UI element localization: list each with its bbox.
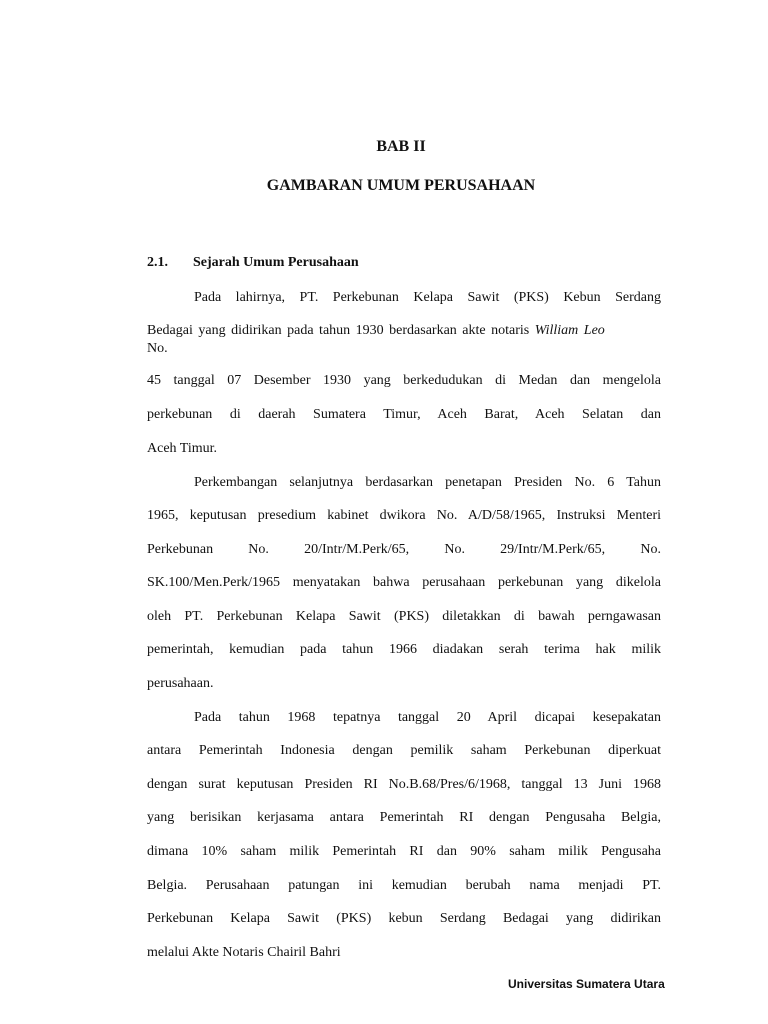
section-number: 2.1. xyxy=(147,255,168,270)
paragraph-line: Belgia. Perusahaan patungan ini kemudian berubah nama menjadi PT. xyxy=(147,878,661,893)
paragraph-line: perkebunan di daerah Sumatera Timur, Aceh Barat, Aceh Selatan dan xyxy=(147,407,661,422)
line-text: Bedagai yang didirikan pada tahun 1930 berdasarkan akte notaris xyxy=(147,323,535,338)
paragraph-line: 45 tanggal 07 Desember 1930 yang berkedudukan di Medan dan mengelola xyxy=(147,373,661,388)
paragraph-line: oleh PT. Perkebunan Kelapa Sawit (PKS) diletakkan di bawah perngawasan xyxy=(147,609,661,624)
italic-name: William Leo xyxy=(534,323,605,338)
paragraph-line: dengan surat keputusan Presiden RI No.B.68/Pres/6/1968, tanggal 13 Juni 1968 xyxy=(147,777,661,792)
paragraph-line: antara Pemerintah Indonesia dengan pemilik saham Perkebunan diperkuat xyxy=(147,743,661,758)
paragraph-line: Pada tahun 1968 tepatnya tanggal 20 April dicapai kesepakatan xyxy=(194,710,661,725)
paragraph-line: 1965, keputusan presedium kabinet dwikora No. A/D/58/1965, Instruksi Menteri xyxy=(147,508,661,523)
paragraph-line: melalui Akte Notaris Chairil Bahri xyxy=(147,945,341,960)
paragraph-line: Perkembangan selanjutnya berdasarkan penetapan Presiden No. 6 Tahun xyxy=(194,475,661,490)
section-title: Sejarah Umum Perusahaan xyxy=(193,255,359,270)
footer-institution: Universitas Sumatera Utara xyxy=(508,977,665,991)
chapter-title: GAMBARAN UMUM PERUSAHAAN xyxy=(266,177,536,194)
paragraph-line: yang berisikan kerjasama antara Pemerintah RI dengan Pengusaha Belgia, xyxy=(147,810,661,825)
paragraph-line: Perkebunan Kelapa Sawit (PKS) kebun Serdang Bedagai yang didirikan xyxy=(147,911,661,926)
paragraph-line: No. xyxy=(147,341,168,356)
paragraph-line: Perkebunan No. 20/Intr/M.Perk/65, No. 29/Intr/M.Perk/65, No. xyxy=(147,542,661,557)
paragraph-line: dimana 10% saham milik Pemerintah RI dan 90% saham milik Pengusaha xyxy=(147,844,661,859)
paragraph-line: Pada lahirnya, PT. Perkebunan Kelapa Sawit (PKS) Kebun Serdang xyxy=(194,290,661,305)
chapter-number: BAB II xyxy=(376,138,426,155)
paragraph-line: perusahaan. xyxy=(147,676,214,691)
paragraph-line: pemerintah, kemudian pada tahun 1966 diadakan serah terima hak milik xyxy=(147,642,661,657)
section-heading xyxy=(147,255,359,271)
paragraph-line: SK.100/Men.Perk/1965 menyatakan bahwa perusahaan perkebunan yang dikelola xyxy=(147,575,661,590)
paragraph-line xyxy=(147,322,661,340)
paragraph-line: Aceh Timur. xyxy=(147,441,218,456)
